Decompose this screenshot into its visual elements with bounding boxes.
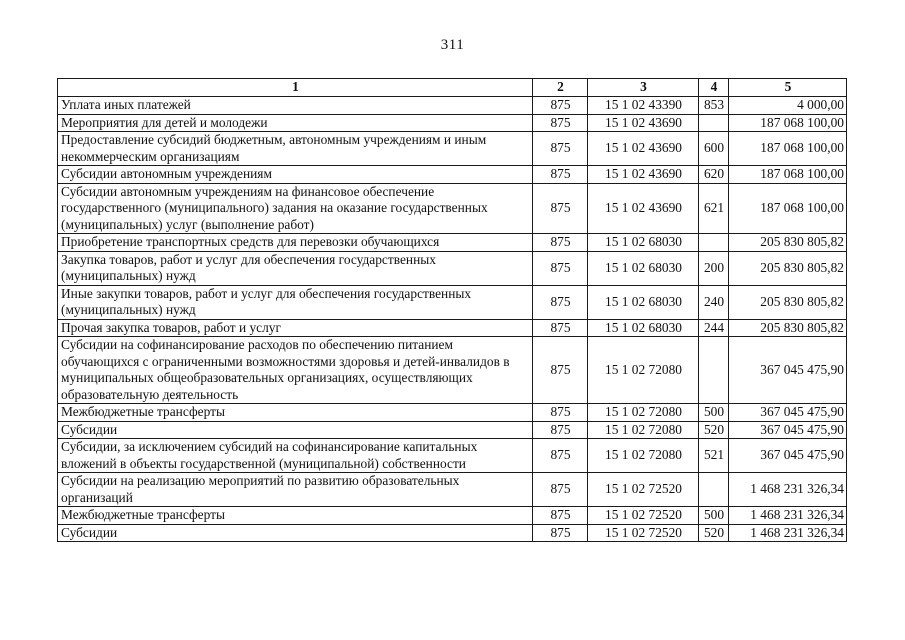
cell-name: Субсидии [58, 524, 533, 542]
cell-target-article: 15 1 02 72520 [588, 507, 699, 525]
cell-amount: 1 468 231 326,34 [729, 507, 847, 525]
cell-ved-code: 875 [533, 114, 588, 132]
budget-table [57, 78, 847, 542]
table-row [58, 507, 847, 525]
cell-expense-type: 240 [699, 285, 729, 319]
cell-target-article: 15 1 02 68030 [588, 234, 699, 252]
cell-ved-code: 875 [533, 337, 588, 404]
header-col-vr: 4 [699, 79, 729, 97]
cell-amount: 205 830 805,82 [729, 285, 847, 319]
cell-ved-code: 875 [533, 97, 588, 115]
cell-amount: 187 068 100,00 [729, 183, 847, 234]
cell-ved-code: 875 [533, 404, 588, 422]
cell-amount: 367 045 475,90 [729, 404, 847, 422]
cell-amount: 187 068 100,00 [729, 132, 847, 166]
table-row [58, 251, 847, 285]
cell-name: Межбюджетные трансферты [58, 404, 533, 422]
cell-target-article: 15 1 02 72520 [588, 524, 699, 542]
cell-ved-code: 875 [533, 507, 588, 525]
table-row [58, 114, 847, 132]
table-body [58, 97, 847, 542]
table-row [58, 166, 847, 184]
header-col-name: 1 [58, 79, 533, 97]
cell-name: Мероприятия для детей и молодежи [58, 114, 533, 132]
cell-target-article: 15 1 02 68030 [588, 251, 699, 285]
cell-expense-type: 620 [699, 166, 729, 184]
table-row [58, 421, 847, 439]
cell-name: Субсидии на софинансирование расходов по обеспечению питанием обучающихся с ограниченными возможностями здоровья и детей-инвалидов в муниципальных общеобразовательных организациях, осуществляющих образовательную деятельность [58, 337, 533, 404]
cell-expense-type: 500 [699, 507, 729, 525]
cell-target-article: 15 1 02 43390 [588, 97, 699, 115]
table-row [58, 404, 847, 422]
cell-expense-type [699, 234, 729, 252]
cell-amount: 205 830 805,82 [729, 319, 847, 337]
table-row [58, 132, 847, 166]
cell-expense-type: 500 [699, 404, 729, 422]
cell-expense-type: 853 [699, 97, 729, 115]
cell-target-article: 15 1 02 43690 [588, 114, 699, 132]
cell-amount: 367 045 475,90 [729, 439, 847, 473]
cell-amount: 187 068 100,00 [729, 114, 847, 132]
cell-name: Субсидии автономным учреждениям на финансовое обеспечение государственного (муниципального) задания на оказание государственных (муниципальных) услуг (выполнение работ) [58, 183, 533, 234]
table-row [58, 524, 847, 542]
cell-target-article: 15 1 02 68030 [588, 285, 699, 319]
cell-target-article: 15 1 02 43690 [588, 183, 699, 234]
cell-ved-code: 875 [533, 319, 588, 337]
cell-target-article: 15 1 02 72080 [588, 421, 699, 439]
table-row [58, 439, 847, 473]
cell-name: Уплата иных платежей [58, 97, 533, 115]
cell-target-article: 15 1 02 68030 [588, 319, 699, 337]
cell-ved-code: 875 [533, 166, 588, 184]
table-header-row [58, 79, 847, 97]
header-col-sum: 5 [729, 79, 847, 97]
cell-name: Прочая закупка товаров, работ и услуг [58, 319, 533, 337]
header-col-ved: 2 [533, 79, 588, 97]
cell-target-article: 15 1 02 43690 [588, 132, 699, 166]
cell-name: Субсидии [58, 421, 533, 439]
cell-ved-code: 875 [533, 132, 588, 166]
cell-target-article: 15 1 02 72520 [588, 473, 699, 507]
table-row [58, 234, 847, 252]
cell-expense-type [699, 337, 729, 404]
cell-amount: 367 045 475,90 [729, 421, 847, 439]
table-row [58, 473, 847, 507]
cell-name: Субсидии, за исключением субсидий на софинансирование капитальных вложений в объекты государственной (муниципальной) собственности [58, 439, 533, 473]
cell-target-article: 15 1 02 43690 [588, 166, 699, 184]
table-row [58, 183, 847, 234]
cell-name: Субсидии автономным учреждениям [58, 166, 533, 184]
cell-name: Межбюджетные трансферты [58, 507, 533, 525]
table-row [58, 285, 847, 319]
cell-expense-type [699, 114, 729, 132]
cell-name: Приобретение транспортных средств для перевозки обучающихся [58, 234, 533, 252]
table-row [58, 337, 847, 404]
cell-ved-code: 875 [533, 421, 588, 439]
cell-ved-code: 875 [533, 251, 588, 285]
cell-ved-code: 875 [533, 234, 588, 252]
cell-ved-code: 875 [533, 285, 588, 319]
cell-name: Предоставление субсидий бюджетным, автономным учреждениям и иным некоммерческим организациям [58, 132, 533, 166]
cell-amount: 4 000,00 [729, 97, 847, 115]
cell-expense-type: 200 [699, 251, 729, 285]
cell-target-article: 15 1 02 72080 [588, 404, 699, 422]
cell-amount: 205 830 805,82 [729, 251, 847, 285]
cell-amount: 367 045 475,90 [729, 337, 847, 404]
cell-ved-code: 875 [533, 183, 588, 234]
cell-name: Субсидии на реализацию мероприятий по развитию образовательных организаций [58, 473, 533, 507]
cell-expense-type: 244 [699, 319, 729, 337]
cell-expense-type: 621 [699, 183, 729, 234]
cell-amount: 1 468 231 326,34 [729, 524, 847, 542]
cell-name: Закупка товаров, работ и услуг для обеспечения государственных (муниципальных) нужд [58, 251, 533, 285]
cell-amount: 1 468 231 326,34 [729, 473, 847, 507]
table-row [58, 97, 847, 115]
cell-amount: 205 830 805,82 [729, 234, 847, 252]
cell-ved-code: 875 [533, 473, 588, 507]
cell-expense-type: 521 [699, 439, 729, 473]
header-col-csr: 3 [588, 79, 699, 97]
table-row [58, 319, 847, 337]
cell-expense-type [699, 473, 729, 507]
cell-ved-code: 875 [533, 524, 588, 542]
cell-expense-type: 520 [699, 524, 729, 542]
cell-target-article: 15 1 02 72080 [588, 337, 699, 404]
cell-ved-code: 875 [533, 439, 588, 473]
cell-expense-type: 600 [699, 132, 729, 166]
cell-name: Иные закупки товаров, работ и услуг для обеспечения государственных (муниципальных) нужд [58, 285, 533, 319]
page-number: 311 [440, 37, 465, 53]
cell-expense-type: 520 [699, 421, 729, 439]
cell-amount: 187 068 100,00 [729, 166, 847, 184]
cell-target-article: 15 1 02 72080 [588, 439, 699, 473]
